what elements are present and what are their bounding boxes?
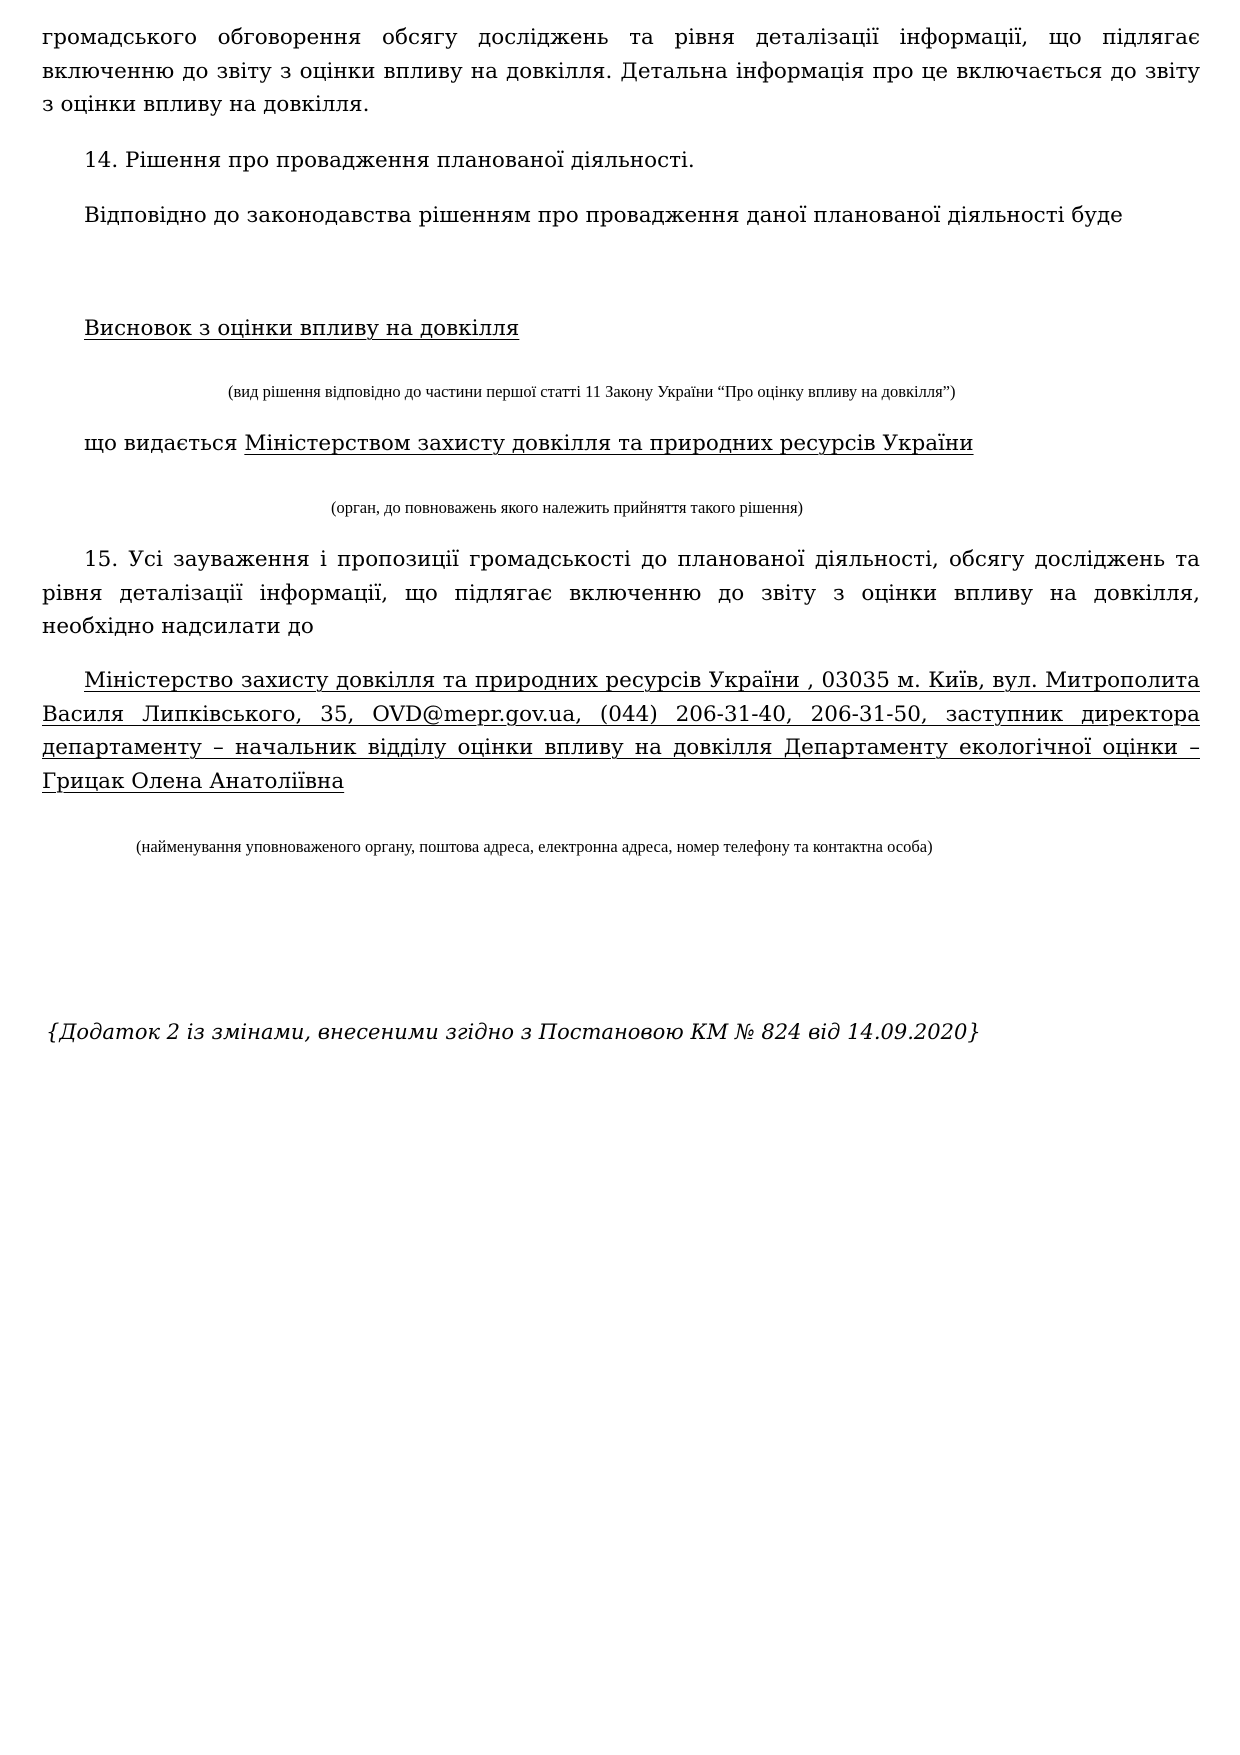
decision-type-line bbox=[84, 312, 1200, 346]
issued-by-line bbox=[84, 427, 1200, 461]
issued-by-prefix: що видається bbox=[84, 431, 245, 456]
issued-by-caption: (орган, до повноважень якого належить прийняття такого рішення) bbox=[331, 498, 804, 517]
issued-by-authority: Міністерством захисту довкілля та природних ресурсів України bbox=[244, 431, 974, 456]
section-15-paragraph: 15. Усі зауваження і пропозиції громадськості до планованої діяльності, обсягу досліджень та рівня деталізації інформації, що підлягає включенню до звіту з оцінки впливу на довкілля, необхідно надсилати до bbox=[42, 547, 1200, 639]
section-14-heading: 14. Рішення про провадження планованої діяльності. bbox=[84, 148, 695, 173]
amendment-note: {Додаток 2 із змінами, внесеними згідно з Постановою КМ № 824 від 14.09.2020} bbox=[46, 1020, 981, 1044]
contact-authority-paragraph: Міністерство захисту довкілля та природних ресурсів України , 03035 м. Київ, вул. Митрополита Василя Липківського, 35, OVD@mepr.gov.ua, (044) 206-31-40, 206-31-50, заступник директора департаменту – начальник відділу оцінки впливу на довкілля Департаменту екологічної оцінки – Грицак Олена Анатоліївна bbox=[42, 668, 1200, 794]
decision-type-caption: (вид рішення відповідно до частини першої статті 11 Закону України “Про оцінку впливу на довкілля”) bbox=[228, 382, 956, 401]
decision-type-value: Висновок з оцінки впливу на довкілля bbox=[84, 316, 520, 341]
section-14-body: Відповідно до законодавства рішенням про провадження даної планованої діяльності буде bbox=[84, 203, 1123, 228]
contact-authority-caption: (найменування уповноваженого органу, поштова адреса, електронна адреса, номер телефону та контактна особа) bbox=[136, 837, 933, 856]
intro-paragraph: громадського обговорення обсягу досліджень та рівня деталізації інформації, що підлягає включенню до звіту з оцінки впливу на довкілля. Детальна інформація про це включається до звіту з оцінки впливу на довкілля. bbox=[42, 25, 1200, 117]
